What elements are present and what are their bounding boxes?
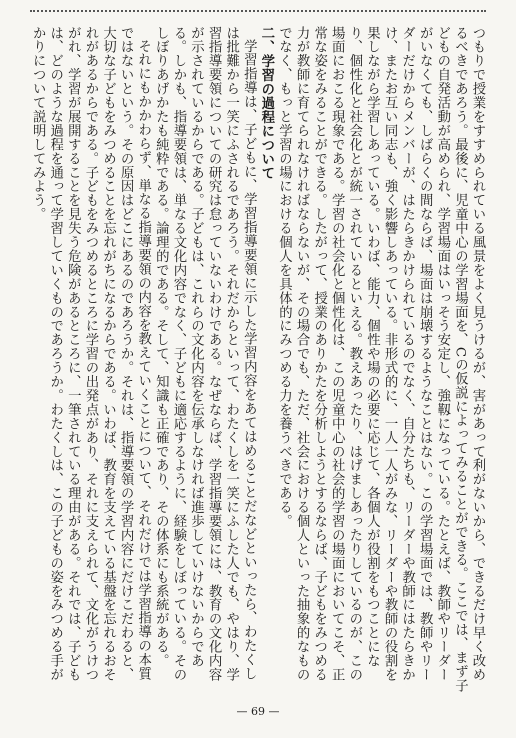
vertical-body-text: [30, 26, 486, 694]
paragraph-1: つもりで授業をすすめられている風景をよく見うけるが、害があって利がないから、できるだけ早く改めるべきであろう。最後に、児童中心の学習場面を、Cの仮説によってみることができる。ここでは、まず子どもの自発活動が高められ、学習場面はいっそう安定し、強靱になっている。たとえば、教師やリーダーがいなくても、しばらくの間ならば、場面は崩壊するようなことはない。この学習場面では、教師やリーダーだけからメンバーが、はたらきかけられているのでなく、自分たちも、リーダーや教師にはたらきかけ、またお互い同志も、強く影響しあっている。非形式的に、一人一人がみな、リーダーや教師の役割を果しながら学習しあっている。いわば、能力、個性や場の必要に応じて、各個人が役割をもつことになり、個性化と社会化とが統一されているといえる。教えあったり、はげましあったりしているのが、この場面におこる現象である。学習の社会化と個性化は、この児童中心の社会的学習の場面においてこそ、正常な姿をみることができる。したがって、授業のありかたを分析しようとするならば、子どもをみつめる力が教師に育てられなければならないが、その場合でも、ただ、社会における個人といった抽象的なものでなく、もっと学習の場における個人を具体的にみつめる力を養うべきである。: [276, 26, 485, 693]
top-dotted-rule: [30, 10, 486, 12]
paragraph-3: それにもかかわらず、単なる指導要領の内容を教えていくことについて、それだけでは学習指導の本質ではないという。その原因はどこにあるのであろうか。それは、指導要領の学習内容にだけこだわると、大切な子どもをみつめることを忘れがちになるからである。いわば、教育を支えている基盤を忘れるおそれがあるからである。子どもをみつめるところに学習の出発点があり、それに支えられて、文化がうけつがれ、学習が展開することを見失う危険があるところに、一筆されている理由がある。それでは、子どもは、どのような過程を通って学習していくものであろうか。わたくしは、この子どもの姿をみつめる手がかりについて説明してみよう。: [30, 26, 151, 682]
page-number: — 69 —: [236, 705, 280, 718]
section-heading: 二、学習の過程について: [258, 26, 274, 180]
paragraph-2: 学習指導は、子どもに、学習指導要領に示した学習内容をあてはめることだなどといったら、わたくしは批難から一笑にふされるであろう。それだからといって、わたくしを一笑にふした人でも、やはり、学習指導要領についての研究は怠っていないわけである。なぜならば、学習指導要領には、教育の文化内容が示されているからである。子どもは、これらの文化内容を伝承しなければ進歩していけないからである。しかも、指導要領は、単なる文化内容でなく、子どもに適応するように、経験をしぼっている。そのしぼりあげかたも純粋である。論理的である。そして、知識も正確であり、その体系にも系統がある。: [153, 26, 257, 682]
